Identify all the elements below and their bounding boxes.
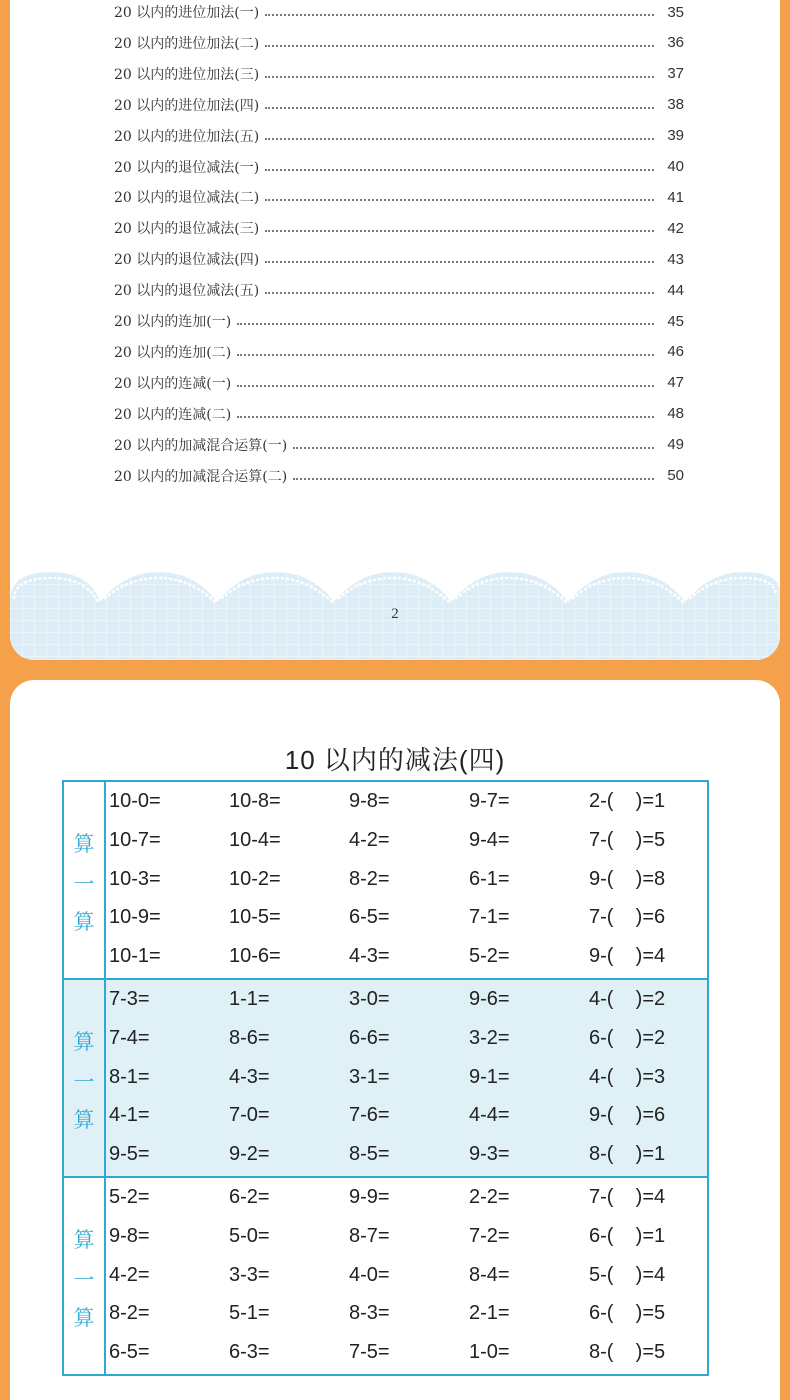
toc-leader-dots: [265, 230, 654, 232]
problem-cell: 10-9=: [109, 906, 161, 928]
problem-cell: 9-9=: [349, 1186, 390, 1208]
problem-cell[interactable]: 7-( )=5: [589, 829, 666, 851]
problem-cell: 8-3=: [349, 1302, 390, 1324]
problem-cell: 10-5=: [229, 906, 281, 928]
side-label: [64, 980, 106, 1176]
problem-cell: 9-5=: [109, 1143, 150, 1165]
toc-leader-dots: [265, 292, 654, 294]
problem-cell: 5-2=: [109, 1186, 150, 1208]
problem-cell[interactable]: 6-( )=2: [589, 1027, 666, 1049]
problem-cell[interactable]: 7-( )=4: [589, 1186, 666, 1208]
toc-leader-dots: [237, 385, 654, 387]
toc-entry-title: 20 以内的退位减法(四): [114, 252, 260, 269]
toc-entry-title: 20 以内的进位加法(三): [114, 66, 260, 83]
toc-entry-page: 46: [667, 343, 684, 361]
problem-cell: 8-1=: [109, 1066, 150, 1088]
problem-cell: 4-4=: [469, 1104, 510, 1126]
problem-cell[interactable]: 8-( )=1: [589, 1143, 666, 1165]
toc-entry-page: 48: [667, 405, 684, 423]
side-label-char: 算: [73, 910, 95, 934]
side-label-char: 算: [73, 832, 95, 856]
problem-cell: 7-5=: [349, 1341, 390, 1363]
toc-entry: [114, 0, 684, 24]
side-label-char: 一: [73, 872, 95, 896]
toc-leader-dots: [293, 478, 654, 480]
toc-leader-dots: [265, 14, 654, 16]
problem-cell: 10-3=: [109, 868, 161, 890]
toc-entry-page: 39: [667, 127, 684, 145]
toc-leader-dots: [265, 199, 654, 201]
problem-cell: 10-8=: [229, 790, 281, 812]
toc-entry-title: 20 以内的退位减法(五): [114, 283, 260, 300]
problem-cell: 9-7=: [469, 790, 510, 812]
problem-cell: 7-0=: [229, 1104, 270, 1126]
toc-entry: [114, 62, 684, 86]
toc-page: [10, 0, 780, 660]
problem-cell[interactable]: 6-( )=5: [589, 1302, 666, 1324]
toc-entry: [114, 309, 684, 333]
toc-entry-title: 20 以内的连减(一): [114, 375, 232, 392]
side-label-char: 一: [73, 1268, 95, 1292]
toc-leader-dots: [265, 45, 654, 47]
problem-cell: 10-0=: [109, 790, 161, 812]
drill-block: [64, 782, 707, 980]
problem-cell: 3-2=: [469, 1027, 510, 1049]
toc-entry: [114, 216, 684, 240]
side-label-char: 算: [73, 1228, 95, 1252]
toc-entry-page: 41: [667, 188, 684, 206]
toc-entry-title: 20 以内的进位加法(四): [114, 97, 260, 114]
toc-entry-title: 20 以内的加减混合运算(二): [114, 468, 288, 485]
toc-entry-title: 20 以内的进位加法(二): [114, 35, 260, 52]
problem-cell: 9-8=: [349, 790, 390, 812]
problem-cell: 7-1=: [469, 906, 510, 928]
problem-cell: 6-2=: [229, 1186, 270, 1208]
problem-cell: 4-2=: [109, 1264, 150, 1286]
problem-cell: 2-2=: [469, 1186, 510, 1208]
problem-cell: 6-1=: [469, 868, 510, 890]
toc-entry-page: 42: [667, 219, 684, 237]
toc-entry-page: 44: [667, 281, 684, 299]
problem-cell: 2-1=: [469, 1302, 510, 1324]
problem-cell: 7-4=: [109, 1027, 150, 1049]
toc-entry-title: 20 以内的连加(二): [114, 344, 232, 361]
problem-cell: 6-5=: [109, 1341, 150, 1363]
worksheet-page: [10, 680, 780, 1400]
problem-cell: 9-8=: [109, 1225, 150, 1247]
problem-cell: 4-3=: [229, 1066, 270, 1088]
toc-leader-dots: [265, 261, 654, 263]
toc-entry-title: 20 以内的退位减法(二): [114, 190, 260, 207]
toc-entry-title: 20 以内的退位减法(一): [114, 159, 260, 176]
toc-leader-dots: [293, 447, 654, 449]
problem-cell: 5-0=: [229, 1225, 270, 1247]
problem-cell: 10-6=: [229, 945, 281, 967]
problem-cell: 9-4=: [469, 829, 510, 851]
drill-block: [64, 980, 707, 1178]
toc-entry: [114, 340, 684, 364]
toc-entry-page: 37: [667, 65, 684, 83]
problem-cell: 10-4=: [229, 829, 281, 851]
problem-cell: 9-2=: [229, 1143, 270, 1165]
toc-leader-dots: [265, 138, 654, 140]
toc-leader-dots: [265, 76, 654, 78]
problem-cell: 4-3=: [349, 945, 390, 967]
problem-cell: 4-0=: [349, 1264, 390, 1286]
toc-entry-page: 36: [667, 34, 684, 52]
problem-cell: 8-2=: [349, 868, 390, 890]
drill-table: [62, 780, 709, 1376]
problem-cell[interactable]: 4-( )=3: [589, 1066, 666, 1088]
problem-cell: 8-7=: [349, 1225, 390, 1247]
toc-entry: [114, 371, 684, 395]
problem-cell: 1-1=: [229, 988, 270, 1010]
problem-cell[interactable]: 2-( )=1: [589, 790, 666, 812]
problem-cell[interactable]: 9-( )=8: [589, 868, 666, 890]
problem-cell: 5-1=: [229, 1302, 270, 1324]
side-label-char: 算: [73, 1108, 95, 1132]
toc-leader-dots: [237, 354, 654, 356]
problem-cell: 10-1=: [109, 945, 161, 967]
problem-cell: 9-3=: [469, 1143, 510, 1165]
problem-cell: 3-3=: [229, 1264, 270, 1286]
toc-entry-title: 20 以内的连加(一): [114, 314, 232, 330]
toc-entry-title: 20 以内的加减混合运算(一): [114, 437, 288, 454]
side-label-char: 算: [73, 1306, 95, 1330]
toc-entry: [114, 247, 684, 271]
side-label-char: 一: [73, 1070, 95, 1094]
problem-cell: 1-0=: [469, 1341, 510, 1363]
problem-cell[interactable]: 9-( )=4: [589, 945, 666, 967]
toc-entry-page: 40: [667, 158, 684, 175]
problem-cell[interactable]: 9-( )=6: [589, 1104, 666, 1126]
problem-cell: 5-2=: [469, 945, 510, 967]
toc-leader-dots: [237, 323, 654, 325]
problem-cell[interactable]: 4-( )=2: [589, 988, 666, 1010]
toc-entry: [114, 31, 684, 55]
toc-entry-page: 50: [667, 467, 684, 484]
problem-cell: 6-3=: [229, 1341, 270, 1363]
toc-entry-page: 38: [667, 96, 684, 114]
problem-cell: 9-1=: [469, 1066, 510, 1088]
toc-entry-page: 35: [667, 3, 684, 21]
problem-cell: 8-5=: [349, 1143, 390, 1165]
toc-entry-page: 45: [667, 312, 684, 330]
problem-cell: 3-0=: [349, 988, 390, 1010]
toc-entry-page: 43: [667, 250, 684, 268]
problem-cell: 9-6=: [469, 988, 510, 1010]
toc-entry-title: 20 以内的进位加法(五): [114, 128, 260, 145]
toc-leader-dots: [237, 416, 654, 418]
problem-cell: 8-2=: [109, 1302, 150, 1324]
toc-entry-title: 20 以内的连减(二): [114, 406, 232, 423]
toc-entry: [114, 185, 684, 209]
problem-cell: 8-6=: [229, 1027, 270, 1049]
page-number: 2: [391, 606, 399, 622]
problem-cell: 4-1=: [109, 1104, 150, 1126]
toc-entry: [114, 278, 684, 302]
toc-entry: [114, 124, 684, 148]
problem-cell: 7-2=: [469, 1225, 510, 1247]
toc-entry-page: 47: [667, 374, 684, 392]
toc-leader-dots: [265, 169, 654, 171]
problem-cell: 7-3=: [109, 988, 150, 1010]
toc-entry: [114, 464, 684, 488]
toc-entry-title: 20 以内的退位减法(三): [114, 221, 260, 238]
problem-cell[interactable]: 6-( )=1: [589, 1225, 666, 1247]
toc-entry-page: 49: [667, 436, 684, 454]
problem-cell: 4-2=: [349, 829, 390, 851]
toc-leader-dots: [265, 107, 654, 109]
side-label: [64, 782, 106, 978]
problem-cell: 10-2=: [229, 868, 281, 890]
side-label: [64, 1178, 106, 1374]
worksheet-title: 10 以内的减法(四): [284, 745, 506, 775]
toc-entry: [114, 93, 684, 117]
problem-cell[interactable]: 5-( )=4: [589, 1264, 666, 1286]
toc-entry-title: 20 以内的进位加法(一): [114, 5, 260, 21]
problem-cell[interactable]: 7-( )=6: [589, 906, 666, 928]
problem-cell: 10-7=: [109, 829, 161, 851]
problem-cell: 8-4=: [469, 1264, 510, 1286]
problem-cell: 7-6=: [349, 1104, 390, 1126]
problem-cell[interactable]: 8-( )=5: [589, 1341, 666, 1363]
toc-entry: [114, 402, 684, 426]
toc-entry: [114, 433, 684, 457]
problem-cell: 6-6=: [349, 1027, 390, 1049]
drill-block: [64, 1178, 707, 1376]
toc-entry: [114, 155, 684, 179]
problem-cell: 3-1=: [349, 1066, 390, 1088]
side-label-char: 算: [73, 1030, 95, 1054]
problem-cell: 6-5=: [349, 906, 390, 928]
